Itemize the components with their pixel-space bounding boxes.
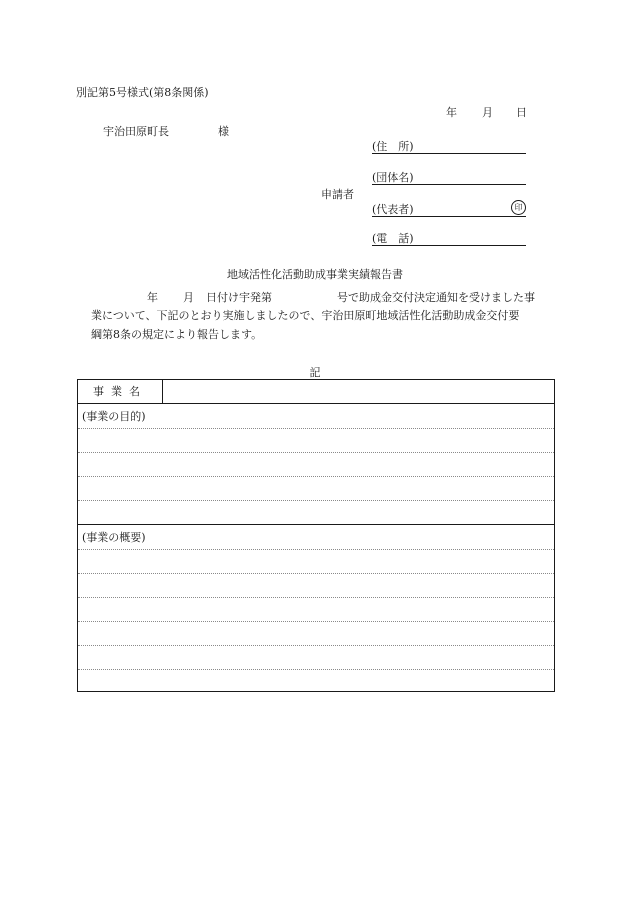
writing-line: [78, 428, 554, 429]
body-year: 年: [147, 291, 158, 304]
date-month-label: 月: [482, 106, 493, 119]
representative-field[interactable]: [372, 201, 526, 217]
writing-line: [78, 476, 554, 477]
body-month: 月: [183, 291, 194, 304]
phone-label: (電 話): [372, 232, 414, 245]
representative-label: (代表者): [372, 203, 414, 216]
phone-field[interactable]: [372, 230, 526, 246]
honorific: 様: [218, 125, 229, 138]
writing-line: [78, 500, 554, 501]
report-table: [77, 379, 555, 692]
writing-line: [78, 621, 554, 622]
body-line-3: 綱第8条の規定により報告します。: [91, 328, 263, 341]
project-name-label: 事業名: [78, 380, 163, 403]
body-line-2: 業について、下記のとおり実施しましたので、宇治田原町地域活性化活動助成金交付要: [91, 309, 520, 322]
address-field[interactable]: [372, 138, 526, 154]
seal-mark: 印: [511, 200, 526, 215]
overview-section[interactable]: [78, 525, 554, 691]
organization-field[interactable]: [372, 169, 526, 185]
writing-line: [78, 669, 554, 670]
body-reference: 日付け宇発第: [206, 291, 272, 304]
addressee: 宇治田原町長: [103, 125, 169, 138]
writing-line: [78, 597, 554, 598]
body-line-1-tail: 号で助成金交付決定通知を受けました事: [337, 291, 535, 304]
applicant-label: 申請者: [321, 188, 354, 201]
writing-line: [78, 573, 554, 574]
writing-line: [78, 452, 554, 453]
date-year-label: 年: [446, 106, 457, 119]
address-label: (住 所): [372, 140, 414, 153]
overview-label: (事業の概要): [82, 531, 146, 544]
form-number: 別記第5号様式(第8条関係): [76, 86, 209, 99]
project-name-row: [78, 380, 554, 404]
writing-line: [78, 645, 554, 646]
writing-line: [78, 549, 554, 550]
purpose-section[interactable]: [78, 404, 554, 525]
date-day-label: 日: [516, 106, 527, 119]
purpose-label: (事業の目的): [82, 410, 146, 423]
organization-label: (団体名): [372, 171, 414, 184]
document-title: 地域活性化活動助成事業実績報告書: [227, 268, 403, 281]
project-name-input[interactable]: [163, 380, 554, 403]
ki-heading: 記: [309, 366, 321, 379]
